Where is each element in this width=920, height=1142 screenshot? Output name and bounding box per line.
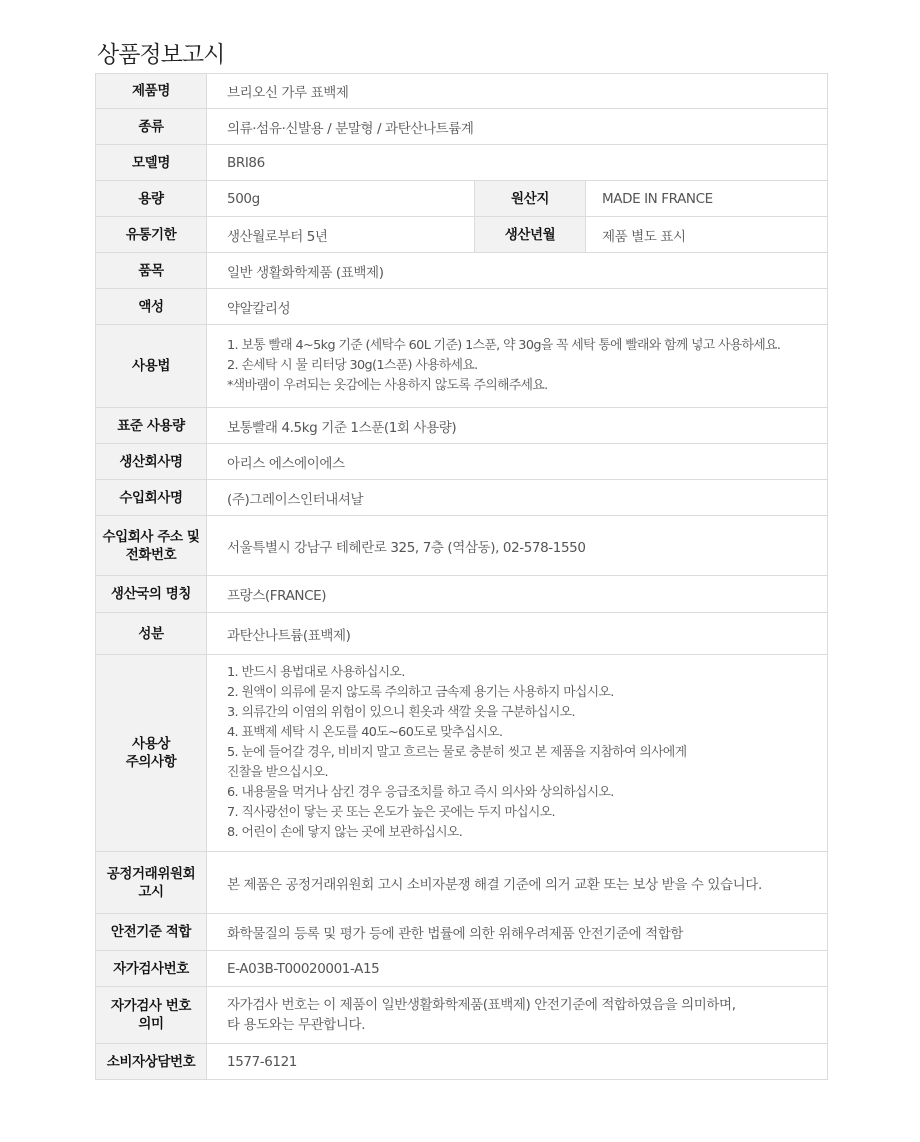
table-row [96,852,828,914]
row-value: 1. 반드시 용법대로 사용하십시오. 2. 원액이 의류에 묻지 않도록 주의하고 금속제 용기는 사용하지 마십시오. 3. 의류간의 이염의 위험이 있으니 흰옷과 색깔 옷을 구분하십시오. 4. 표백제 세탁 시 온도를 40도~60도로 맞추십시오. 5. 눈에 들어갈 경우, 비비지 말고 흐르는 물로 충분히 씻고 본 제품을 지참하여 의사에게 진찰을 받으십시오. 6. 내용물을 먹거나 삼킨 경우 응급조치를 하고 즉시 의사와 상의하십시오. 7. 직사광선이 닿는 곳 또는 온도가 높은 곳에는 두지 마십시오. 8. 어린이 손에 닿지 않는 곳에 보관하십시오. [207,655,828,852]
table-row [96,951,828,987]
row-value: MADE IN FRANCE [586,181,828,217]
row-label: 유통기한 [96,217,207,253]
row-label: 제품명 [96,74,207,109]
row-label: 용량 [96,181,207,217]
row-value: 아리스 에스에이에스 [207,444,828,480]
table-row [96,613,828,655]
row-label: 성분 [96,613,207,655]
row-value: 제품 별도 표시 [586,217,828,253]
table-row [96,74,828,109]
row-label: 자가검사 번호 의미 [96,987,207,1044]
row-label: 수입회사 주소 및 전화번호 [96,516,207,576]
row-value: BRI86 [207,145,828,181]
row-label: 모델명 [96,145,207,181]
table-row [96,408,828,444]
row-value: 생산월로부터 5년 [207,217,475,253]
row-value: 의류·섬유·신발용 / 분말형 / 과탄산나트륨계 [207,109,828,145]
row-label: 생산국의 명칭 [96,576,207,613]
table-row [96,181,828,217]
row-value: 브리오신 가루 표백제 [207,74,828,109]
row-label: 액성 [96,289,207,325]
table-row [96,480,828,516]
table-row [96,987,828,1044]
table-row [96,576,828,613]
table-row [96,253,828,289]
row-label: 사용법 [96,325,207,408]
row-label: 사용상 주의사항 [96,655,207,852]
row-label: 안전기준 적합 [96,914,207,951]
row-value: 서울특별시 강남구 테헤란로 325, 7층 (역삼동), 02-578-1550 [207,516,828,576]
table-row [96,444,828,480]
row-label: 생산회사명 [96,444,207,480]
row-label: 종류 [96,109,207,145]
row-label: 원산지 [475,181,586,217]
row-value: 자가검사 번호는 이 제품이 일반생활화학제품(표백제) 안전기준에 적합하였음을 의미하며, 타 용도와는 무관합니다. [207,987,828,1044]
row-value: E-A03B-T00020001-A15 [207,951,828,987]
row-value: (주)그레이스인터내셔날 [207,480,828,516]
row-value: 1577-6121 [207,1044,828,1080]
table-row [96,1044,828,1080]
row-value: 1. 보통 빨래 4~5kg 기준 (세탁수 60L 기준) 1스푼, 약 30g을 꼭 세탁 통에 빨래와 함께 넣고 사용하세요. 2. 손세탁 시 물 리터당 30g(1스푼) 사용하세요. *색바램이 우려되는 옷감에는 사용하지 않도록 주의해주세요. [207,325,828,408]
table-row [96,289,828,325]
row-label: 생산년월 [475,217,586,253]
table-row [96,109,828,145]
table-row [96,325,828,408]
row-value: 본 제품은 공정거래위원회 고시 소비자분쟁 해결 기준에 의거 교환 또는 보상 받을 수 있습니다. [207,852,828,914]
row-label: 품목 [96,253,207,289]
row-label: 공정거래위원회 고시 [96,852,207,914]
row-value: 보통빨래 4.5kg 기준 1스푼(1회 사용량) [207,408,828,444]
table-row [96,145,828,181]
row-label: 자가검사번호 [96,951,207,987]
table-row [96,217,828,253]
table-row [96,655,828,852]
product-info-table [95,73,828,1080]
row-value: 프랑스(FRANCE) [207,576,828,613]
row-label: 수입회사명 [96,480,207,516]
page-title: 상품정보고시 [97,42,225,68]
row-value: 약알칼리성 [207,289,828,325]
row-label: 표준 사용량 [96,408,207,444]
table-row [96,914,828,951]
row-value: 과탄산나트륨(표백제) [207,613,828,655]
row-value: 500g [207,181,475,217]
table-row [96,516,828,576]
row-label: 소비자상담번호 [96,1044,207,1080]
row-value: 화학물질의 등록 및 평가 등에 관한 법률에 의한 위해우려제품 안전기준에 적합함 [207,914,828,951]
row-value: 일반 생활화학제품 (표백제) [207,253,828,289]
